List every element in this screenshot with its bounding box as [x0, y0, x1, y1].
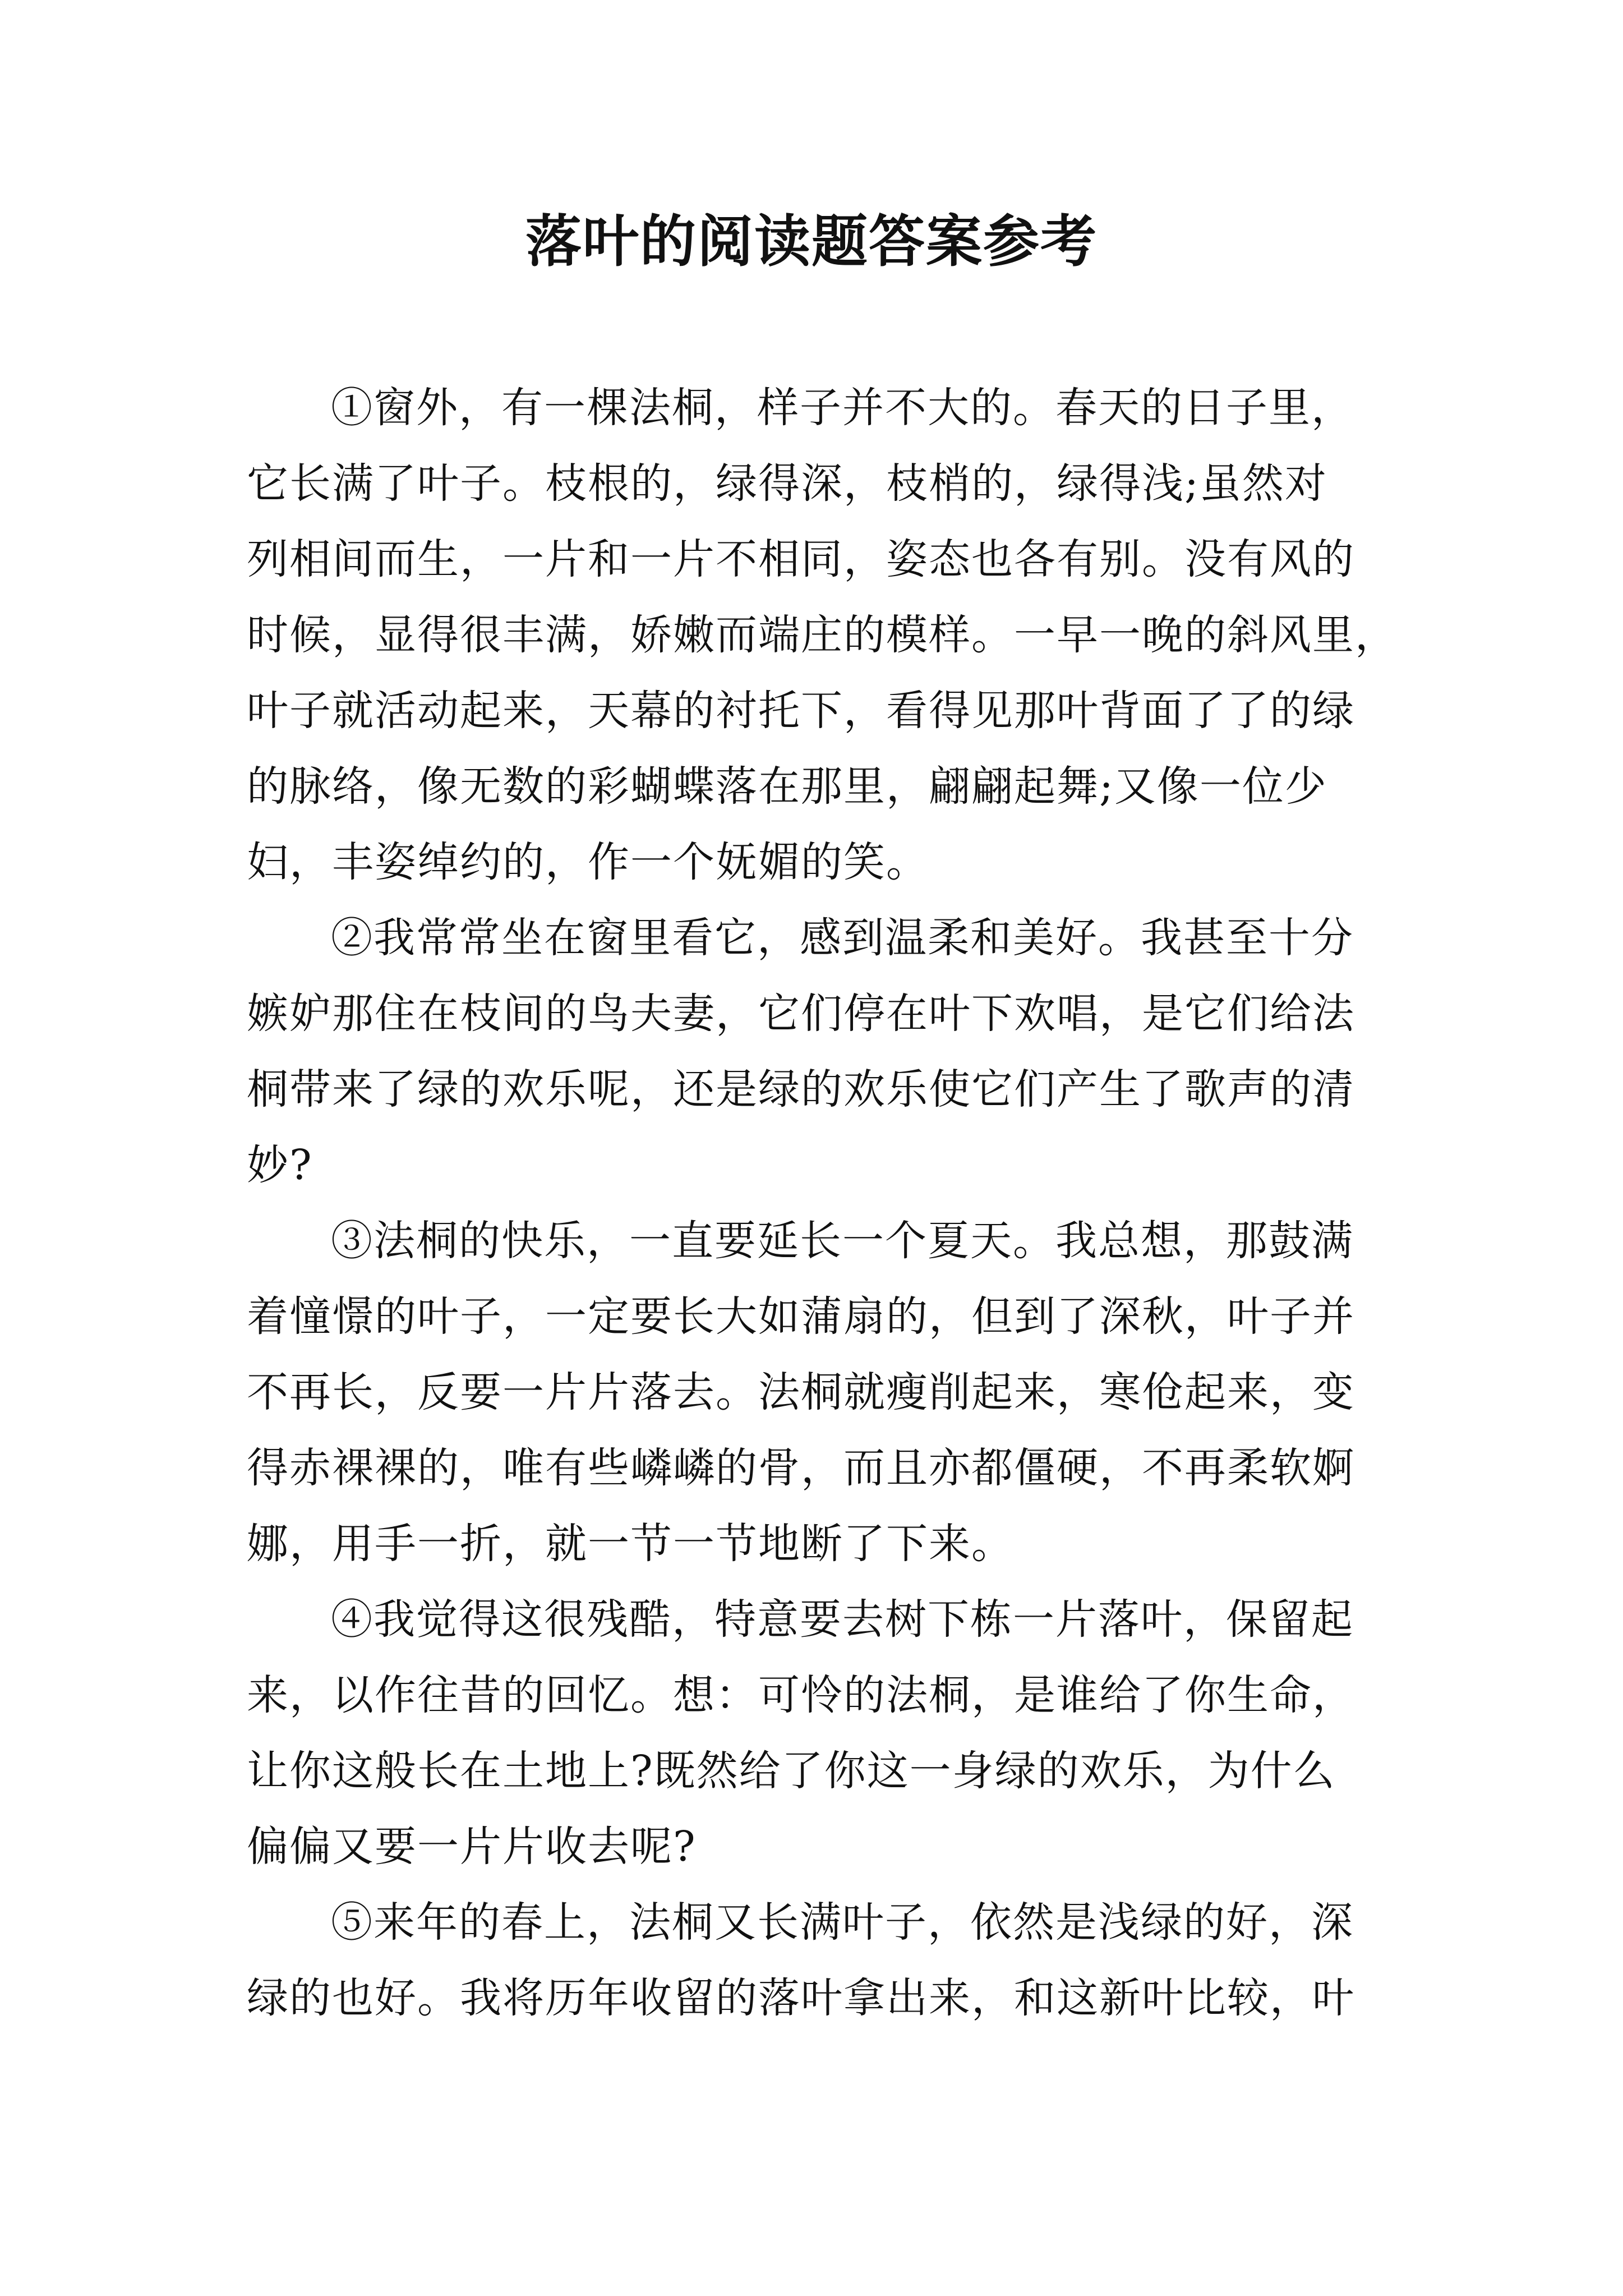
paragraph-3-line-4: 得赤裸裸的，唯有些嶙嶙的骨，而且亦都僵硬，不再柔软婀 [247, 1444, 1355, 1492]
paragraph-1-line-6: 的脉络，像无数的彩蝴蝶落在那里，翩翩起舞;又像一位少 [247, 762, 1327, 811]
document-body [247, 370, 1402, 2036]
paragraph-4-line-2: 来，以作往昔的回忆。想：可怜的法桐，是谁给了你生命， [247, 1671, 1355, 1719]
paragraph-1-line-5: 叶子就活动起来，天幕的衬托下，看得见那叶背面了了的绿 [247, 687, 1355, 735]
paragraph-4-line-1: ④我觉得这很残酷，特意要去树下栋一片落叶，保留起 [331, 1595, 1354, 1644]
paragraph-2-line-4: 妙? [247, 1141, 313, 1189]
paragraph-1-line-1: ①窗外，有一棵法桐，样子并不大的。春天的日子里， [331, 384, 1354, 432]
paragraph-1-line-3: 列相间而生，一片和一片不相同，姿态也各有别。没有风的 [247, 535, 1355, 583]
paragraph-3-line-3: 不再长，反要一片片落去。法桐就瘦削起来，寒伧起来，变 [247, 1368, 1355, 1416]
paragraph-2-line-2: 嫉妒那住在枝间的鸟夫妻，它们停在叶下欢唱，是它们给法 [247, 990, 1355, 1038]
paragraph-3-line-2: 着憧憬的叶子，一定要长大如蒲扇的，但到了深秋，叶子并 [247, 1292, 1355, 1341]
paragraph-5-line-2: 绿的也好。我将历年收留的落叶拿出来，和这新叶比较，叶 [247, 1974, 1355, 2022]
paragraph-4-line-4: 偏偏又要一片片收去呢? [247, 1823, 697, 1871]
paragraph-2-line-3: 桐带来了绿的欢乐呢，还是绿的欢乐使它们产生了歌声的清 [247, 1065, 1355, 1114]
paragraph-3-line-1: ③法桐的快乐，一直要延长一个夏天。我总想，那鼓满 [331, 1217, 1354, 1265]
document-title: 落叶的阅读题答案参考 [525, 208, 1098, 274]
paragraph-5-line-1: ⑤来年的春上，法桐又长满叶子，依然是浅绿的好，深 [331, 1898, 1354, 1947]
paragraph-1-line-7: 妇，丰姿绰约的，作一个妩媚的笑。 [247, 838, 929, 886]
paragraph-2-line-1: ②我常常坐在窗里看它，感到温柔和美好。我甚至十分 [331, 914, 1354, 962]
paragraph-1-line-4: 时候，显得很丰满，娇嫩而端庄的模样。一早一晚的斜风里， [247, 611, 1398, 659]
paragraph-4-line-3: 让你这般长在土地上?既然给了你这一身绿的欢乐，为什么 [247, 1747, 1336, 1795]
paragraph-3-line-5: 娜，用手一折，就一节一节地断了下来。 [247, 1520, 1014, 1568]
paragraph-1-line-2: 它长满了叶子。枝根的，绿得深，枝梢的，绿得浅;虽然对 [247, 459, 1327, 508]
